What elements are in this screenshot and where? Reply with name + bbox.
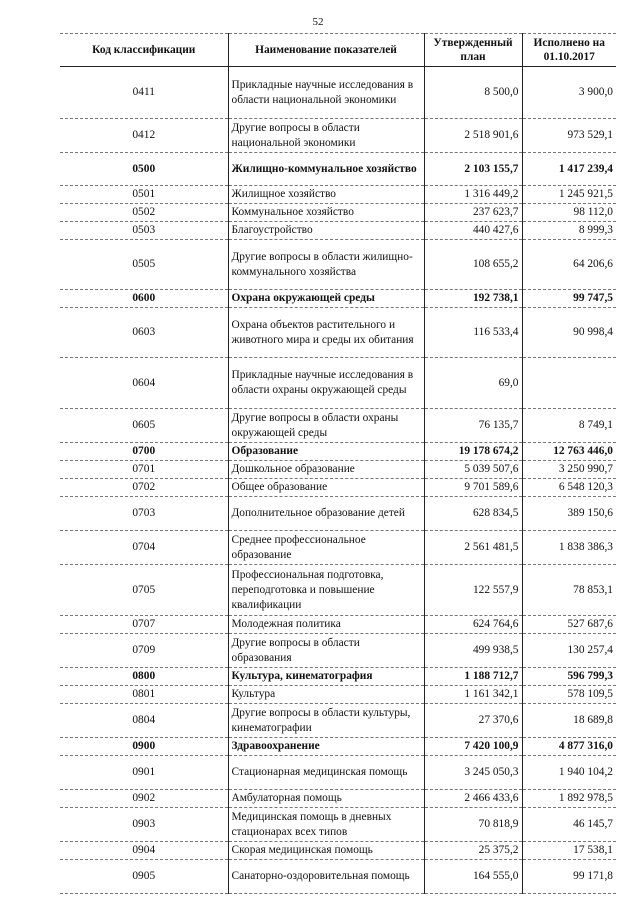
row-name: Здравоохранение [228,738,424,756]
row-name: Профессиональная подготовка, переподготовка и повышение квалификации [228,565,424,616]
row-executed-value: 3 250 990,7 [522,461,616,479]
table-row [60,186,616,204]
row-name: Охрана объектов растительного и животного мира и среды их обитания [228,308,424,358]
row-code: 0500 [60,153,228,186]
row-executed-value: 1 892 978,5 [522,790,616,808]
row-executed-value: 99 747,5 [522,290,616,308]
row-code: 0700 [60,443,228,461]
table-section-row [60,290,616,308]
row-executed-value: 78 853,1 [522,565,616,616]
row-plan-value: 9 701 589,6 [424,479,522,497]
table-row [60,119,616,153]
table-section-row [60,738,616,756]
table-row [60,686,616,704]
row-code: 0705 [60,565,228,616]
table-row [60,756,616,790]
row-executed-value: 1 245 921,5 [522,186,616,204]
row-executed-value: 90 998,4 [522,308,616,358]
row-executed-value: 527 687,6 [522,616,616,634]
row-plan-value: 5 039 507,6 [424,461,522,479]
row-plan-value: 1 188 712,7 [424,668,522,686]
row-name: Образование [228,443,424,461]
row-code: 0505 [60,240,228,290]
table-row [60,308,616,358]
table-row [60,409,616,443]
row-executed-value: 18 689,8 [522,704,616,738]
row-plan-value: 27 370,6 [424,704,522,738]
table-row [60,634,616,668]
row-plan-value: 116 533,4 [424,308,522,358]
row-plan-value: 69,0 [424,358,522,409]
row-code: 0801 [60,686,228,704]
table-row [60,67,616,119]
row-name: Другие вопросы в области охраны окружающей среды [228,409,424,443]
row-executed-value: 973 529,1 [522,119,616,153]
row-plan-value: 108 655,2 [424,240,522,290]
row-plan-value: 2 561 481,5 [424,531,522,565]
row-executed-value: 6 548 120,3 [522,479,616,497]
table-row [60,531,616,565]
table-row [60,790,616,808]
row-name: Амбулаторная помощь [228,790,424,808]
header-plan: Утвержденный план [424,34,522,67]
row-plan-value: 2 466 433,6 [424,790,522,808]
header-code: Код классификации [60,34,228,67]
row-name: Жилищное хозяйство [228,186,424,204]
row-name: Стационарная медицинская помощь [228,756,424,790]
row-code: 0501 [60,186,228,204]
row-code: 0901 [60,756,228,790]
row-name: Молодежная политика [228,616,424,634]
table-body [60,67,616,894]
row-executed-value: 4 877 316,0 [522,738,616,756]
table-row [60,461,616,479]
row-executed-value: 3 900,0 [522,67,616,119]
row-name: Прикладные научные исследования в области охраны окружающей среды [228,358,424,409]
row-code: 0702 [60,479,228,497]
row-code: 0903 [60,808,228,842]
row-executed-value: 130 257,4 [522,634,616,668]
row-code: 0605 [60,409,228,443]
row-code: 0707 [60,616,228,634]
row-code: 0804 [60,704,228,738]
table-section-row [60,668,616,686]
row-name: Культура, кинематография [228,668,424,686]
row-code: 0904 [60,842,228,860]
row-executed-value: 64 206,6 [522,240,616,290]
row-plan-value: 25 375,2 [424,842,522,860]
row-plan-value: 628 834,5 [424,497,522,531]
row-executed-value: 8 999,3 [522,222,616,240]
row-executed-value: 99 171,8 [522,860,616,894]
row-code: 0411 [60,67,228,119]
table-row [60,222,616,240]
row-name: Дополнительное образование детей [228,497,424,531]
row-code: 0704 [60,531,228,565]
row-code: 0604 [60,358,228,409]
row-plan-value: 1 161 342,1 [424,686,522,704]
row-name: Благоустройство [228,222,424,240]
row-plan-value: 7 420 100,9 [424,738,522,756]
row-executed-value: 389 150,6 [522,497,616,531]
row-code: 0709 [60,634,228,668]
row-executed-value: 17 538,1 [522,842,616,860]
row-name: Жилищно-коммунальное хозяйство [228,153,424,186]
row-name: Медицинская помощь в дневных стационарах всех типов [228,808,424,842]
row-name: Скорая медицинская помощь [228,842,424,860]
table-section-row [60,443,616,461]
row-name: Коммунальное хозяйство [228,204,424,222]
table-row [60,497,616,531]
row-name: Среднее профессиональное образование [228,531,424,565]
table-row [60,842,616,860]
row-executed-value: 1 838 386,3 [522,531,616,565]
row-executed-value: 12 763 446,0 [522,443,616,461]
row-name: Другие вопросы в области культуры, кинематографии [228,704,424,738]
table-row [60,565,616,616]
table-row [60,479,616,497]
row-plan-value: 2 518 901,6 [424,119,522,153]
row-executed-value: 1 417 239,4 [522,153,616,186]
row-code: 0703 [60,497,228,531]
table-section-row [60,153,616,186]
row-plan-value: 76 135,7 [424,409,522,443]
row-code: 0603 [60,308,228,358]
row-executed-value: 1 940 104,2 [522,756,616,790]
row-code: 0902 [60,790,228,808]
row-code: 0502 [60,204,228,222]
row-code: 0600 [60,290,228,308]
header-name: Наименование показателей [228,34,424,67]
row-code: 0905 [60,860,228,894]
row-plan-value: 19 178 674,2 [424,443,522,461]
page-number: 52 [312,16,324,28]
row-plan-value: 164 555,0 [424,860,522,894]
row-code: 0412 [60,119,228,153]
table-header-row [60,34,616,67]
row-executed-value: 98 112,0 [522,204,616,222]
table-row [60,860,616,894]
table-row [60,704,616,738]
row-plan-value: 122 557,9 [424,565,522,616]
row-code: 0900 [60,738,228,756]
row-name: Другие вопросы в области жилищно-коммунального хозяйства [228,240,424,290]
row-name: Другие вопросы в области образования [228,634,424,668]
row-plan-value: 3 245 050,3 [424,756,522,790]
row-code: 0503 [60,222,228,240]
budget-table [60,33,616,894]
table-row [60,616,616,634]
row-executed-value: 8 749,1 [522,409,616,443]
row-name: Другие вопросы в области национальной экономики [228,119,424,153]
table-row [60,808,616,842]
row-name: Охрана окружающей среды [228,290,424,308]
row-name: Дошкольное образование [228,461,424,479]
row-plan-value: 499 938,5 [424,634,522,668]
row-executed-value [522,358,616,409]
row-name: Культура [228,686,424,704]
table-row [60,204,616,222]
row-name: Общее образование [228,479,424,497]
row-plan-value: 8 500,0 [424,67,522,119]
row-plan-value: 440 427,6 [424,222,522,240]
row-name: Прикладные научные исследования в области национальной экономики [228,67,424,119]
row-plan-value: 1 316 449,2 [424,186,522,204]
row-plan-value: 70 818,9 [424,808,522,842]
row-executed-value: 46 145,7 [522,808,616,842]
row-code: 0701 [60,461,228,479]
row-executed-value: 578 109,5 [522,686,616,704]
row-code: 0800 [60,668,228,686]
row-plan-value: 237 623,7 [424,204,522,222]
row-name: Санаторно-оздоровительная помощь [228,860,424,894]
row-plan-value: 192 738,1 [424,290,522,308]
row-plan-value: 2 103 155,7 [424,153,522,186]
row-plan-value: 624 764,6 [424,616,522,634]
table-row [60,240,616,290]
header-executed: Исполнено на 01.10.2017 [522,34,616,67]
table-row [60,358,616,409]
row-executed-value: 596 799,3 [522,668,616,686]
